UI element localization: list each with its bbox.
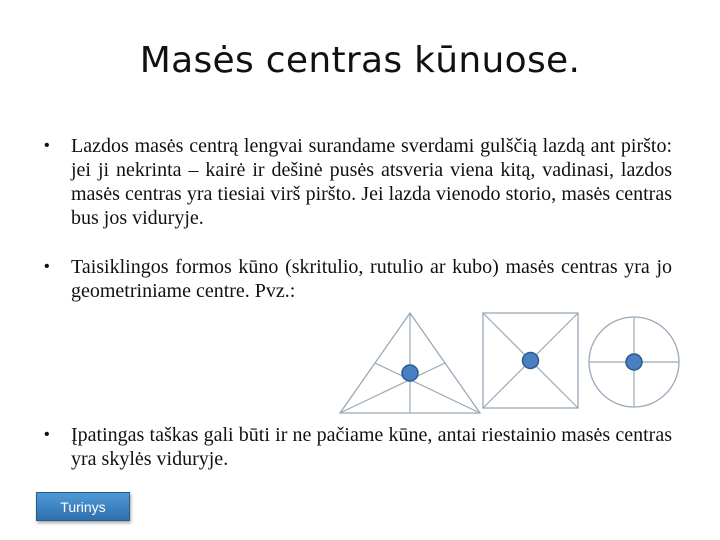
bullet-text: Lazdos masės centrą lengvai surandame sverdami gulščią lazdą ant piršto: jei ji nekrinta – kairė ir dešinė pusės atsveria viena kitą, vadinasi, lazdos masės centras yra tiesiai virš piršto. Jei lazda vienodo storio, masės centras bus jos viduryje. bbox=[71, 135, 672, 229]
square-center-point bbox=[523, 353, 539, 369]
bullet-item bbox=[44, 423, 672, 471]
bullet-marker: • bbox=[44, 137, 50, 154]
bullet-item bbox=[44, 255, 672, 303]
square-figure bbox=[483, 313, 578, 408]
triangle-median bbox=[340, 363, 445, 413]
circle-center-point bbox=[626, 354, 642, 370]
triangle-figure bbox=[340, 313, 480, 413]
triangle-center-point bbox=[402, 365, 418, 381]
bullet-text: Taisiklingos formos kūno (skritulio, rutulio ar kubo) masės centras yra jo geometriniame centre. Pvz.: bbox=[71, 256, 672, 302]
bullet-marker: • bbox=[44, 426, 50, 443]
contents-button[interactable]: Turinys bbox=[36, 492, 130, 521]
bullet-text: Įpatingas taškas gali būti ir ne pačiame kūne, antai riestainio masės centras yra skylės viduryje. bbox=[71, 424, 672, 470]
slide-title: Masės centras kūnuose. bbox=[139, 40, 581, 81]
bullet-marker: • bbox=[44, 258, 50, 275]
bullet-item bbox=[44, 134, 672, 230]
triangle-median bbox=[375, 363, 480, 413]
circle-figure bbox=[589, 317, 679, 407]
